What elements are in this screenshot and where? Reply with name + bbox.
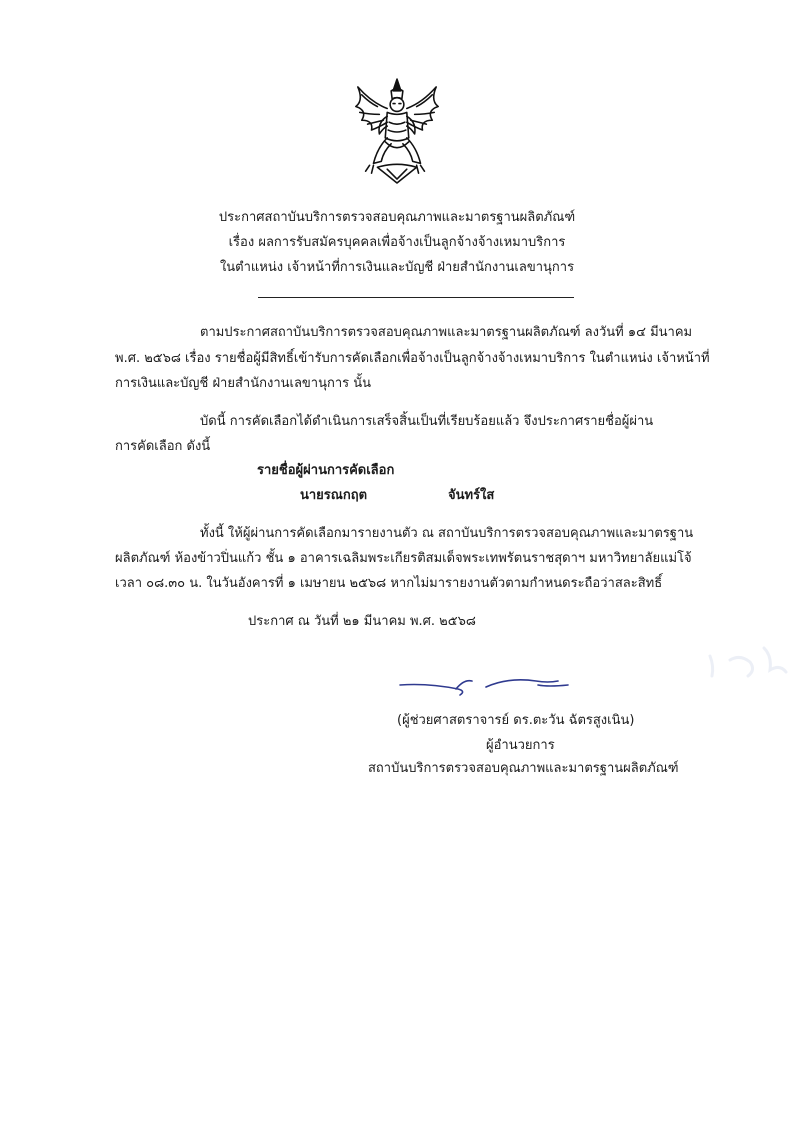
candidate-last-name: จันทร์ใส: [448, 488, 495, 503]
signer-organization: สถาบันบริการตรวจสอบคุณภาพและมาตรฐานผลิตภัณฑ์: [368, 761, 679, 776]
paragraph-1-line-1: ตามประกาศสถาบันบริการตรวจสอบคุณภาพและมาตรฐานผลิตภัณฑ์ ลงวันที่ ๑๔ มีนาคม: [200, 325, 693, 340]
paragraph-1-line-3: การเงินและบัญชี ฝ่ายสำนักงานเลขานุการ นั้น: [115, 376, 372, 391]
candidate-first-name: นายรณกฤต: [300, 488, 368, 503]
announcement-date: ประกาศ ณ วันที่ ๒๑ มีนาคม พ.ศ. ๒๕๖๘: [248, 614, 476, 629]
paragraph-1-line-2: พ.ศ. ๒๕๖๘ เรื่อง รายชื่อผู้มีสิทธิ์เข้ารับการคัดเลือกเพื่อจ้างเป็นลูกจ้างจ้างเหมาบริการ ในตำแหน่ง เจ้าหน้าที่: [115, 351, 710, 366]
signature-mark: [398, 675, 573, 697]
title-divider: [258, 297, 574, 298]
passed-list-heading: รายชื่อผู้ผ่านการคัดเลือก: [257, 463, 395, 478]
paragraph-3-line-1: ทั้งนี้ ให้ผู้ผ่านการคัดเลือกมารายงานตัว ณ สถาบันบริการตรวจสอบคุณภาพและมาตรฐาน: [200, 526, 694, 541]
signer-position: ผู้อำนวยการ: [486, 738, 555, 753]
announcement-title: ประกาศสถาบันบริการตรวจสอบคุณภาพและมาตรฐานผลิตภัณฑ์: [218, 210, 576, 225]
scan-smudge: [700, 636, 792, 686]
paragraph-3-line-2: ผลิตภัณฑ์ ห้องข้าวปิ่นแก้ว ชั้น ๑ อาคารเฉลิมพระเกียรติสมเด็จพระเทพรัตนราชสุดาฯ มหาวิทยาลัยแม่โจ้: [115, 551, 692, 566]
announcement-subject: เรื่อง ผลการรับสมัครบุคคลเพื่อจ้างเป็นลูกจ้างจ้างเหมาบริการ: [228, 235, 566, 250]
paragraph-2-line-1: บัดนี้ การคัดเลือกได้ดำเนินการเสร็จสิ้นเป็นที่เรียบร้อยแล้ว จึงประกาศรายชื่อผู้ผ่าน: [200, 414, 654, 429]
garuda-emblem-icon: [348, 72, 446, 192]
paragraph-2-line-2: การคัดเลือก ดังนี้: [115, 439, 211, 454]
paragraph-3-line-3: เวลา ๐๘.๓๐ น. ในวันอังคารที่ ๑ เมษายน ๒๕๖๘ หากไม่มารายงานตัวตามกำหนดระถือว่าสละสิทธิ์: [115, 576, 663, 591]
signer-name: (ผู้ช่วยศาสตราจารย์ ดร.ตะวัน ฉัตรสูงเนิน): [397, 713, 635, 728]
announcement-position: ในตำแหน่ง เจ้าหน้าที่การเงินและบัญชี ฝ่ายสำนักงานเลขานุการ: [219, 260, 575, 275]
